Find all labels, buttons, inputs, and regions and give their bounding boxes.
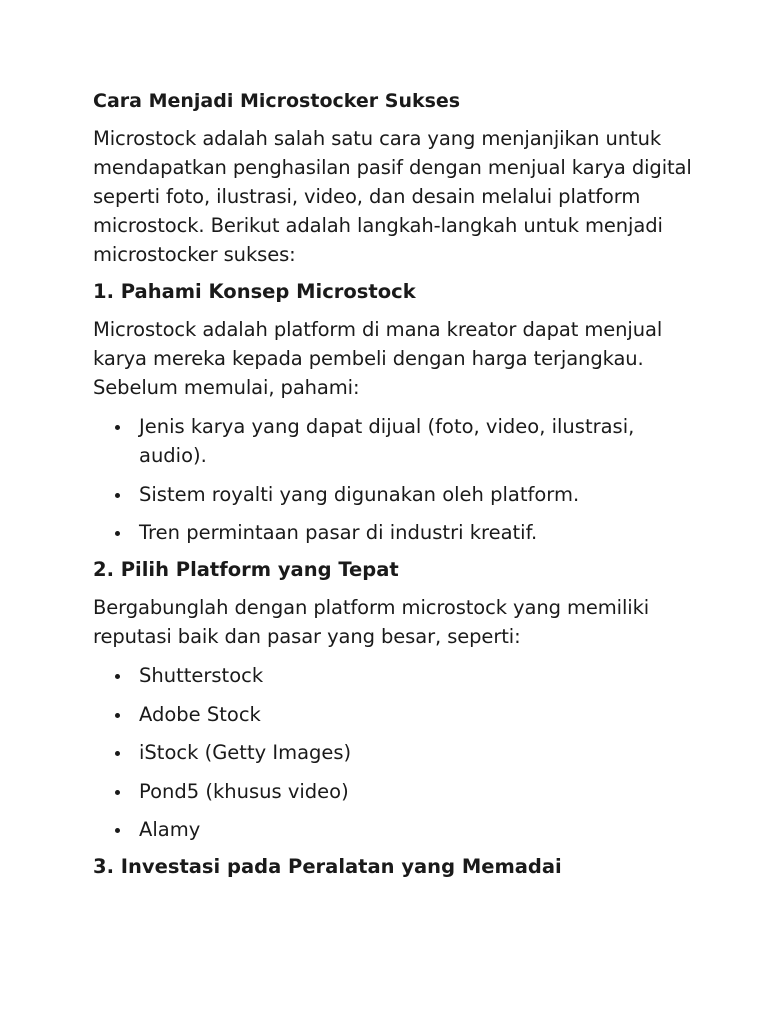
document-title: Cara Menjadi Microstocker Sukses <box>93 90 461 112</box>
list-item <box>93 700 693 729</box>
list-item-text: Sistem royalti yang digunakan oleh platform. <box>139 482 580 506</box>
bullet-icon <box>115 828 120 833</box>
section-heading-1: 1. Pahami Konsep Microstock <box>93 280 416 303</box>
section-heading-3: 3. Investasi pada Peralatan yang Memadai <box>93 855 562 878</box>
bullet-icon <box>115 674 120 679</box>
list-item <box>93 661 693 690</box>
list-item-text: iStock (Getty Images) <box>139 741 352 764</box>
list-item <box>93 777 693 806</box>
section-2-paragraph: Bergabunglah dengan platform microstock yang memiliki reputasi baik dan pasar yang besar, seperti: <box>93 596 650 648</box>
intro-paragraph: Microstock adalah salah satu cara yang menjanjikan untuk mendapatkan penghasilan pasif dengan menjual karya digital seperti foto, ilustrasi, video, dan desain melalui platform microstock. Berikut adalah langkah-langkah untuk menjadi microstocker sukses: <box>93 127 692 266</box>
section-1-paragraph: Microstock adalah platform di mana kreator dapat menjual karya mereka kepada pembeli dengan harga terjangkau. Sebelum memulai, pahami: <box>93 318 663 399</box>
bullet-icon <box>115 713 120 718</box>
list-item <box>93 738 693 767</box>
list-item <box>93 518 693 547</box>
document-page <box>93 88 693 890</box>
section-1-bullet-list <box>93 412 693 547</box>
list-item-text: Adobe Stock <box>139 702 261 726</box>
bullet-icon <box>115 790 120 795</box>
list-item-text: Alamy <box>139 818 201 841</box>
list-item <box>93 412 693 470</box>
bullet-icon <box>115 425 120 430</box>
list-item-text: Shutterstock <box>139 664 264 687</box>
list-item-text: Tren permintaan pasar di industri kreatif. <box>139 521 538 544</box>
bullet-icon <box>115 493 120 498</box>
bullet-icon <box>115 531 120 536</box>
list-item-text: Jenis karya yang dapat dijual (foto, video, ilustrasi, audio). <box>139 415 635 467</box>
list-item-text: Pond5 (khusus video) <box>139 779 349 803</box>
section-heading-2: 2. Pilih Platform yang Tepat <box>93 558 399 581</box>
section-2-bullet-list <box>93 661 693 844</box>
list-item <box>93 815 693 844</box>
bullet-icon <box>115 751 120 756</box>
list-item <box>93 480 693 509</box>
